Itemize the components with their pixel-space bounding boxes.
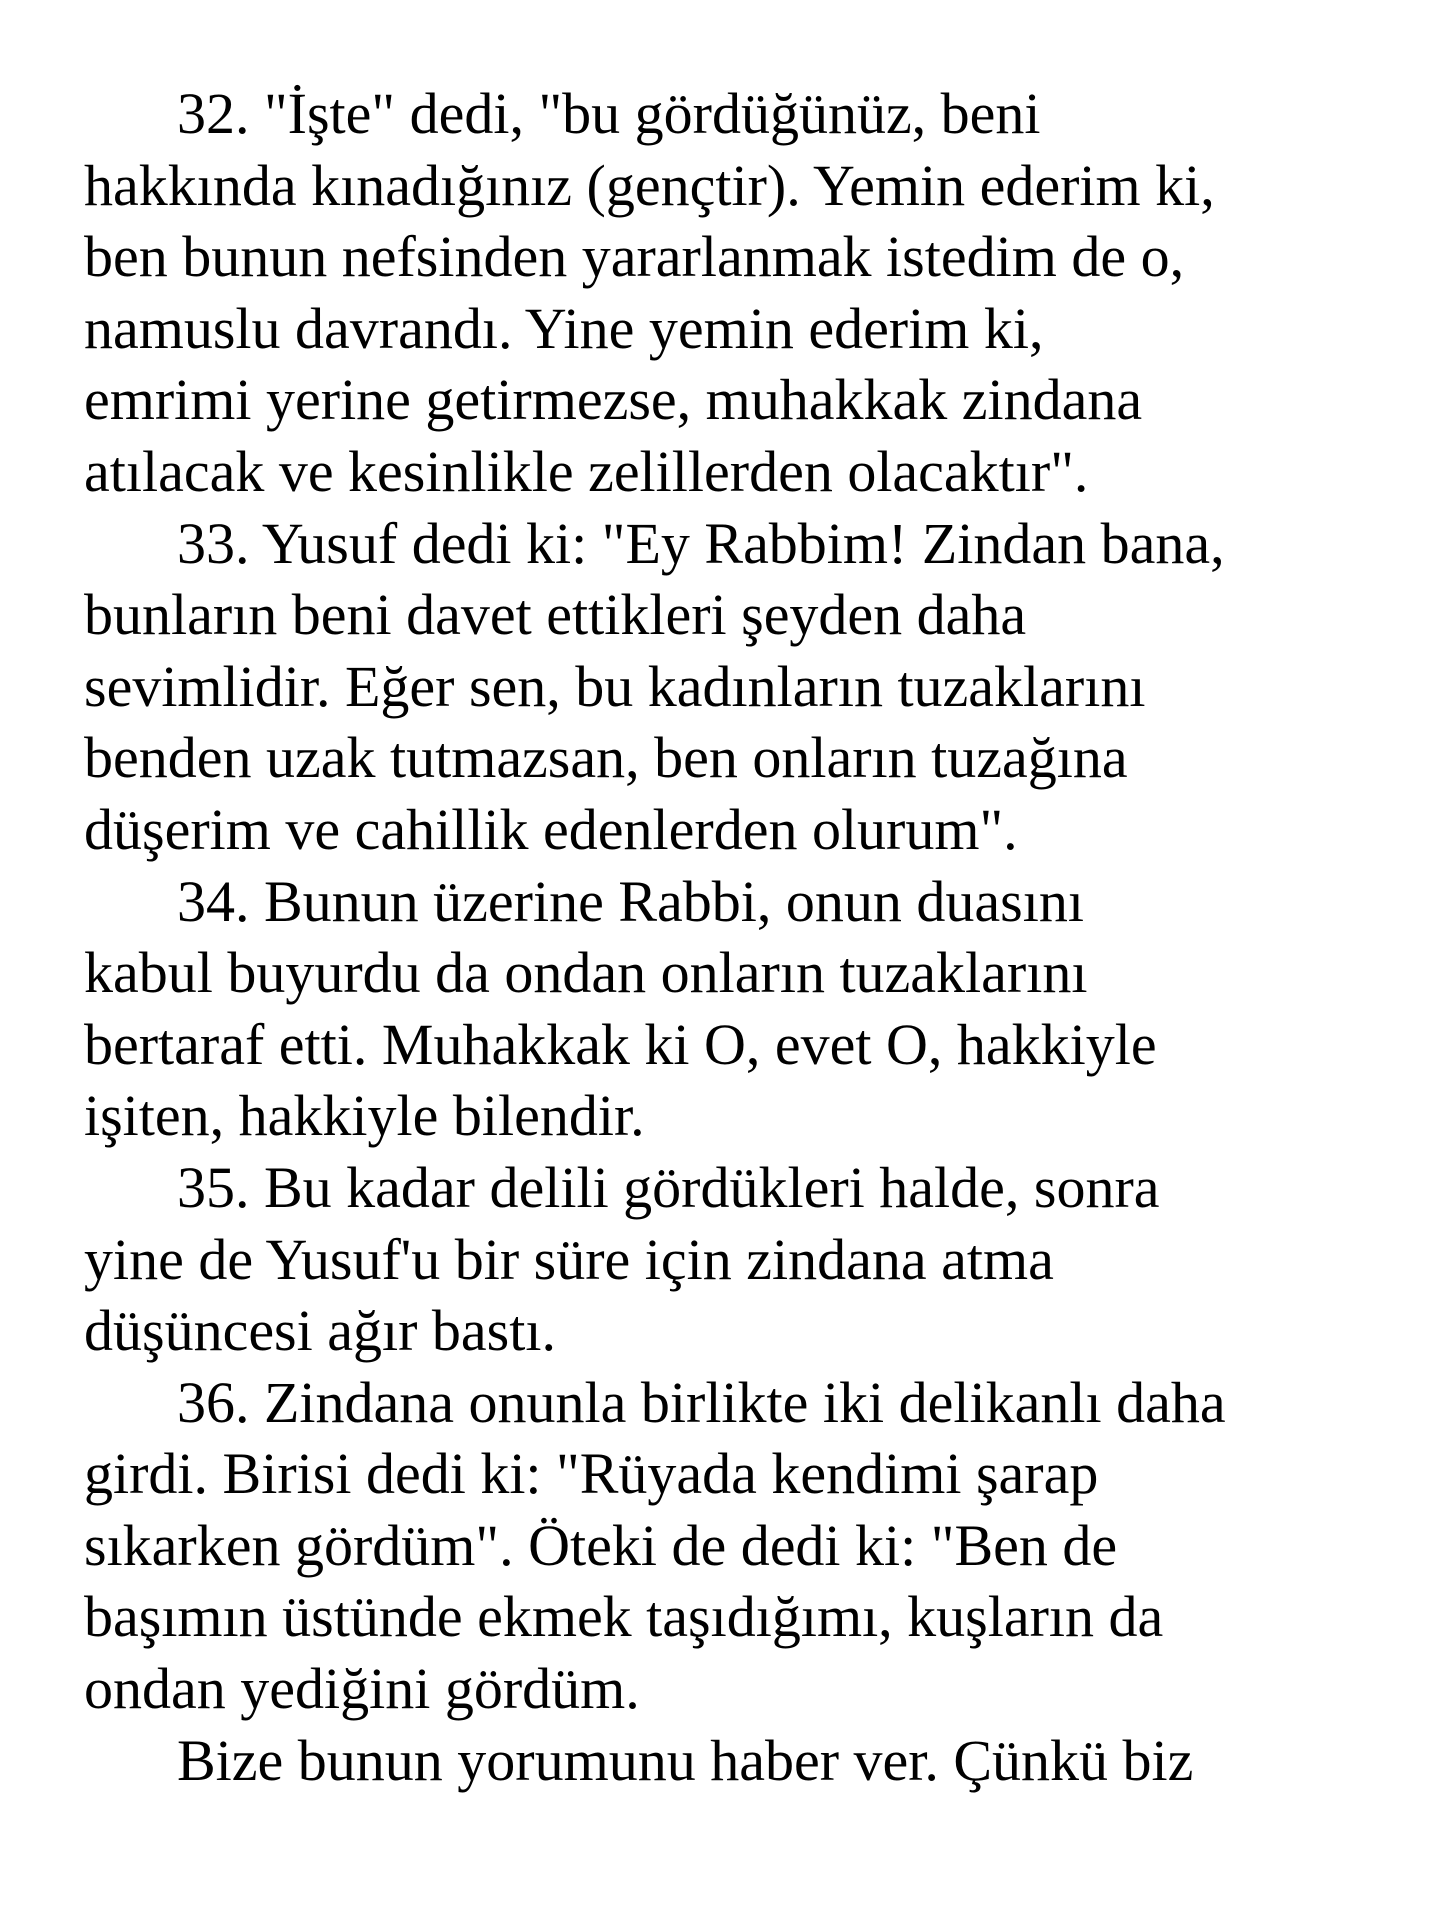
- text-line: 35. Bu kadar delili gördükleri halde, sonra: [177, 1154, 1160, 1220]
- text-line: emrimi yerine getirmezse, muhakkak zindana: [84, 367, 1143, 433]
- text-line: başımın üstünde ekmek taşıdığımı, kuşların da: [84, 1584, 1164, 1650]
- text-line: 33. Yusuf dedi ki: "Ey Rabbim! Zindan bana,: [177, 510, 1225, 576]
- text-line: sevimlidir. Eğer sen, bu kadınların tuzaklarını: [84, 653, 1146, 719]
- text-line: benden uzak tutmazsan, ben onların tuzağına: [84, 725, 1128, 791]
- text-line: ondan yediğini gördüm.: [84, 1656, 640, 1722]
- text-line: bunların beni davet ettikleri şeyden daha: [84, 582, 1027, 648]
- text-line: düşerim ve cahillik edenlerden olurum".: [84, 796, 1018, 862]
- text-line: kabul buyurdu da ondan onların tuzaklarını: [84, 940, 1088, 1006]
- text-line: 32. "İşte" dedi, "bu gördüğünüz, beni: [177, 81, 1041, 146]
- text-line: bertaraf etti. Muhakkak ki O, evet O, hakkiyle: [84, 1011, 1157, 1077]
- text-line: namuslu davrandı. Yine yemin ederim ki,: [84, 295, 1044, 361]
- text-line: işiten, hakkiyle bilendir.: [84, 1083, 645, 1149]
- text-line: yine de Yusuf'u bir süre için zindana atma: [84, 1226, 1054, 1292]
- text-line: atılacak ve kesinlikle zelillerden olacaktır".: [84, 438, 1089, 504]
- text-line: girdi. Birisi dedi ki: "Rüyada kendimi şarap: [84, 1441, 1099, 1507]
- text-line: hakkında kınadığınız (gençtir). Yemin ederim ki,: [84, 152, 1215, 218]
- text-line: Bize bunun yorumunu haber ver. Çünkü biz: [177, 1727, 1194, 1793]
- text-line: 34. Bunun üzerine Rabbi, onun duasını: [177, 868, 1084, 934]
- body-text: [84, 78, 1414, 1796]
- text-line: 36. Zindana onunla birlikte iki delikanlı daha: [177, 1369, 1226, 1435]
- text-line: sıkarken gördüm". Öteki de dedi ki: "Ben de: [84, 1512, 1118, 1578]
- text-line: ben bunun nefsinden yararlanmak istedim de o,: [84, 224, 1185, 290]
- text-line: düşüncesi ağır bastı.: [84, 1298, 556, 1364]
